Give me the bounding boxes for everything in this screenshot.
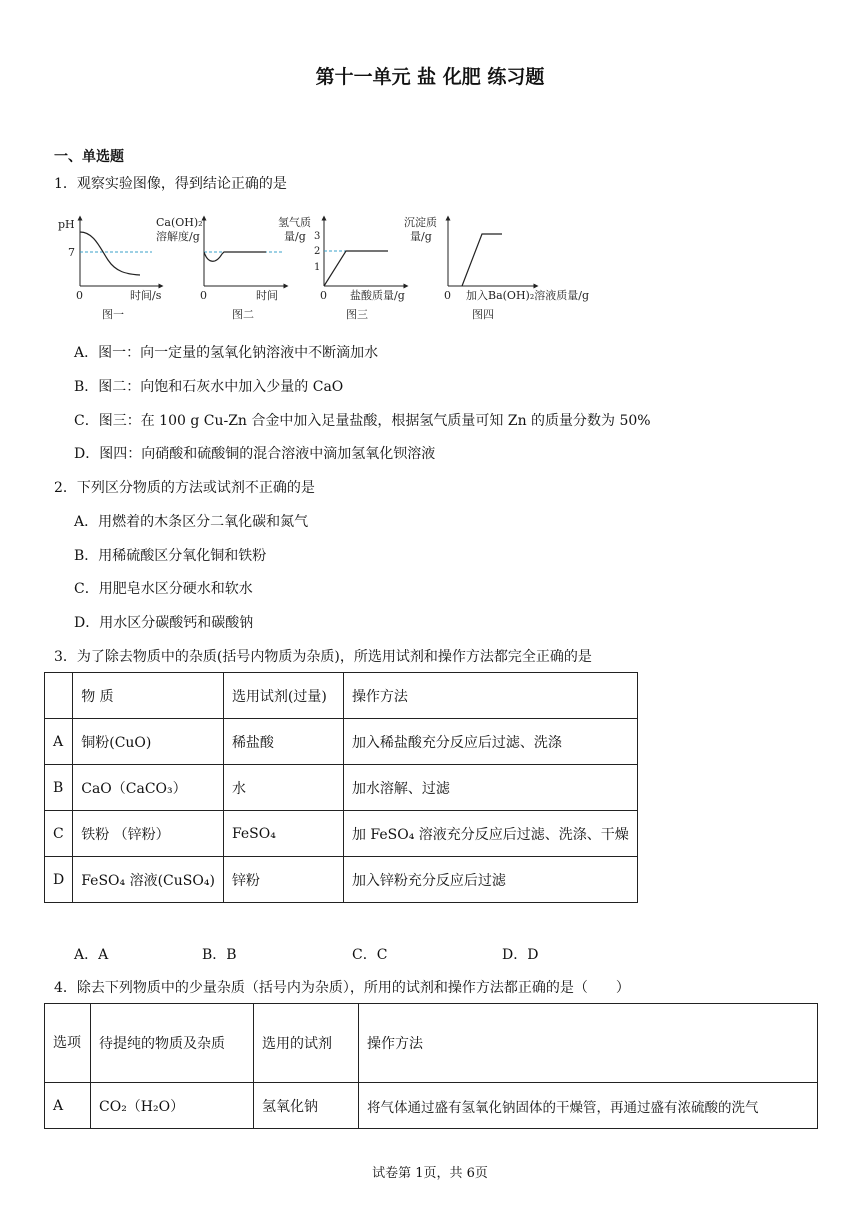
question-2-stem: 2．下列区分物质的方法或试剂不正确的是 [54,480,315,496]
q1-option-d: D．图四：向硝酸和硫酸铜的混合溶液中滴加氢氧化钡溶液 [74,446,436,462]
row-key: B [45,765,73,811]
fig4-x-label: 加入Ba(OH)₂溶液质量/g [466,289,589,302]
question-3-table [44,672,638,903]
fig1-curve [80,232,140,275]
fig3-tick-3: 3 [314,231,321,242]
row-reagent: 水 [223,765,343,811]
page-footer: 试卷第 1页，共 6页 [372,1166,488,1181]
row-reagent: 稀盐酸 [223,719,343,765]
table-row [45,857,638,903]
fig3-origin: 0 [320,289,327,302]
figure-2 [156,216,286,321]
fig2-y-label-2: 溶解度/g [156,230,200,243]
q2-option-b: B．用稀硫酸区分氧化铜和铁粉 [74,548,267,564]
question-4-stem: 4．除去下列物质中的少量杂质（括号内为杂质），所用的试剂和操作方法都正确的是（ ） [54,980,630,996]
q1-option-c: C．图三：在 100 g Cu-Zn 合金中加入足量盐酸，根据氢气质量可知 Zn 的质量分数为 50% [74,413,651,429]
row-reagent: 锌粉 [223,857,343,903]
row-reagent: 氢氧化钠 [254,1083,359,1129]
q1-option-a: A．图一：向一定量的氢氧化钠溶液中不断滴加水 [74,345,379,361]
table-row [45,811,638,857]
fig3-x-label: 盐酸质量/g [350,289,405,302]
fig2-curve [204,252,266,261]
row-substance: 铜粉(CuO) [73,719,224,765]
fig3-y-label-2: 量/g [284,230,306,243]
row-substance: 铁粉 （锌粉） [73,811,224,857]
figure-3 [278,215,406,321]
q1-option-b: B．图二：向饱和石灰水中加入少量的 CaO [74,379,344,395]
table-header-cell: 操作方法 [343,673,637,719]
fig2-x-label: 时间 [256,289,278,302]
table-header-cell: 物 质 [73,673,224,719]
section-heading: 一、单选题 [54,149,124,165]
row-substance: CO₂（H₂O） [91,1083,254,1129]
row-method: 加入稀盐酸充分反应后过滤、洗涤 [343,719,637,765]
row-substance: CaO（CaCO₃） [73,765,224,811]
row-method: 加水溶解、过滤 [343,765,637,811]
table-header-cell: 选项 [45,1004,91,1083]
table-header-cell: 选用试剂(过量) [223,673,343,719]
fig3-caption: 图三 [346,308,368,321]
row-key: D [45,857,73,903]
fig3-curve [324,251,388,286]
fig4-y-label-1: 沉淀质 [404,216,437,229]
row-key: A [45,1083,91,1129]
fig2-y-label-1: Ca(OH)₂ [156,216,203,229]
question-4-table [44,1003,818,1129]
table-header-cell: 操作方法 [359,1004,818,1083]
question-1-stem: 1．观察实验图像，得到结论正确的是 [54,176,287,192]
table-header-row [45,1004,818,1083]
q2-option-a: A．用燃着的木条区分二氧化碳和氮气 [74,514,309,530]
row-method: 加 FeSO₄ 溶液充分反应后过滤、洗涤、干燥 [343,811,637,857]
table-header-row [45,673,638,719]
table-header-cell: 选用的试剂 [254,1004,359,1083]
fig1-origin: 0 [76,289,83,302]
q3-answer-a: A．A [74,947,109,963]
fig4-caption: 图四 [472,308,494,321]
q2-option-c: C．用肥皂水区分硬水和软水 [74,581,253,597]
fig1-y-label: pH [58,218,75,231]
question-1-figures [56,212,616,324]
fig1-tick-7: 7 [68,246,75,259]
row-substance: FeSO₄ 溶液(CuSO₄) [73,857,224,903]
row-key: A [45,719,73,765]
table-header-cell [45,673,73,719]
q3-answer-b: B．B [202,947,237,963]
fig3-y-label-1: 氢气质 [278,216,311,229]
row-method: 加入锌粉充分反应后过滤 [343,857,637,903]
fig4-y-label-2: 量/g [410,230,432,243]
row-key: C [45,811,73,857]
fig4-curve [462,234,502,286]
fig1-x-label: 时间/s [130,289,162,302]
row-reagent: FeSO₄ [223,811,343,857]
table-row [45,719,638,765]
fig3-tick-1: 1 [314,262,321,273]
fig2-origin: 0 [200,289,207,302]
fig3-tick-2: 2 [314,246,321,257]
q3-answer-d: D．D [502,947,539,963]
figure-4 [404,215,589,321]
table-header-cell: 待提纯的物质及杂质 [91,1004,254,1083]
page-title: 第十一单元 盐 化肥 练习题 [315,66,545,88]
fig4-origin: 0 [444,289,451,302]
question-3-stem: 3．为了除去物质中的杂质(括号内物质为杂质)，所选用试剂和操作方法都完全正确的是 [54,649,592,665]
row-method: 将气体通过盛有氢氧化钠固体的干燥管，再通过盛有浓硫酸的洗气 [359,1083,818,1129]
q3-answer-c: C．C [352,947,388,963]
q2-option-d: D．用水区分碳酸钙和碳酸钠 [74,615,254,631]
fig2-caption: 图二 [232,308,254,321]
figure-1 [58,218,162,321]
fig1-caption: 图一 [102,308,124,321]
table-row [45,765,638,811]
table-row [45,1083,818,1129]
